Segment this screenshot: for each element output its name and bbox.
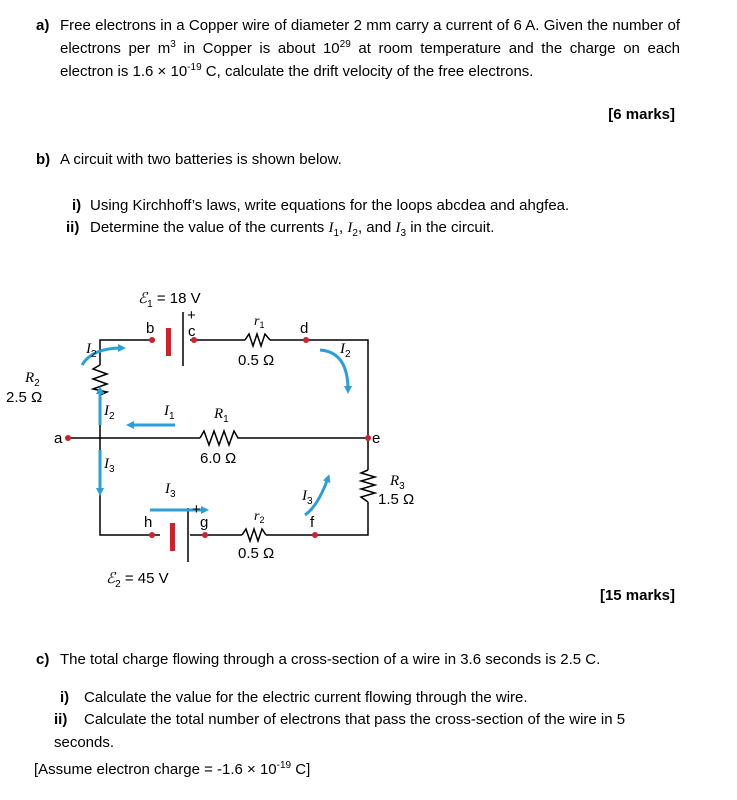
R1-label: $R_1$ bbox=[214, 406, 229, 425]
part-c-ii-text: Calculate the total number of electrons that pass the cross-section of the wire in 5 seconds. bbox=[54, 711, 626, 751]
part-c-note: [Assume electron charge = $-1.6 \times 10^{-19}$ C] bbox=[34, 760, 311, 778]
battery-e1-negative bbox=[166, 328, 171, 356]
part-b-marks: [15 marks] bbox=[599, 587, 675, 604]
emf1-label: ℰ$_1$ = 18 V bbox=[138, 290, 201, 310]
part-b-label: b) bbox=[36, 151, 51, 168]
I2-label-top-left: $I_2$ bbox=[86, 341, 97, 360]
I2-label-top-right: $I_2$ bbox=[340, 341, 351, 360]
R1-value: 6.0 Ω bbox=[200, 450, 237, 467]
part-a-marks: [6 marks] bbox=[608, 106, 675, 123]
r2-label: $r_2$ bbox=[254, 509, 265, 525]
node-dot-e bbox=[365, 435, 371, 441]
part-b-i-label: i) bbox=[72, 197, 82, 214]
part-c-question: The total charge flowing through a cross-section of a wire in 3.6 seconds is 2.5 C. bbox=[60, 651, 601, 668]
node-dot-d bbox=[303, 337, 309, 343]
r2-value: 0.5 Ω bbox=[238, 545, 275, 562]
circuit-diagram bbox=[0, 270, 470, 600]
I3-label-left: $I_3$ bbox=[104, 456, 115, 475]
r1-label: $r_1$ bbox=[254, 314, 265, 330]
node-dot-f bbox=[312, 532, 318, 538]
R2-value: 2.5 Ω bbox=[6, 389, 43, 406]
part-b-question: A circuit with two batteries is shown below. bbox=[60, 151, 342, 168]
node-f-label: f bbox=[310, 514, 315, 531]
resistor-R1 bbox=[200, 431, 242, 445]
battery-e2-negative bbox=[170, 523, 175, 551]
R3-value: 1.5 Ω bbox=[378, 491, 415, 508]
resistor-r2-internal bbox=[242, 529, 266, 541]
part-b-i-text: Using Kirchhoff’s laws, write equations for the loops abcdea and ahgfea. bbox=[90, 197, 570, 214]
emf2-label: ℰ$_2$ = 45 V bbox=[106, 570, 169, 590]
part-c-label: c) bbox=[36, 651, 50, 668]
node-a-label: a bbox=[54, 430, 63, 447]
node-g-label: g bbox=[200, 514, 209, 531]
part-c-i-label: i) bbox=[60, 689, 70, 706]
node-h-label: h bbox=[144, 514, 153, 531]
resistor-R3 bbox=[361, 470, 375, 502]
R3-label: $R_3$ bbox=[390, 473, 405, 492]
top-branch-wire bbox=[100, 340, 368, 438]
I3-label-bottom: $I_3$ bbox=[165, 481, 176, 500]
part-c-i-text: Calculate the value for the electric current flowing through the wire. bbox=[84, 689, 528, 706]
I3-label-right: $I_3$ bbox=[302, 488, 313, 507]
node-dot-b bbox=[149, 337, 155, 343]
R2-label: $R_2$ bbox=[25, 370, 40, 389]
node-dot-a bbox=[65, 435, 71, 441]
node-d-label: d bbox=[300, 320, 309, 337]
node-e-label: e bbox=[372, 430, 381, 447]
part-c-ii-label: ii) bbox=[54, 711, 68, 728]
emf2-plus: + bbox=[192, 501, 201, 518]
part-a-question: Free electrons in a Copper wire of diameter 2 mm carry a current of 6 A. Given the number of electrons per $m^3$ in Copper is about $10^{29}$ at room temperature and the charge on each electron is $1.6 \times 10^{-19}$ C, calculate the drift velocity of the free electrons. bbox=[60, 17, 681, 80]
node-b-label: b bbox=[146, 320, 155, 337]
node-c-label: c bbox=[188, 323, 196, 340]
emf1-plus: + bbox=[187, 307, 196, 324]
node-dot-g bbox=[202, 532, 208, 538]
resistor-r1-internal bbox=[245, 334, 270, 346]
I1-label: $I_1$ bbox=[164, 403, 175, 422]
part-b-ii-text: Determine the value of the currents $I_1$, $I_2$, and $I_3$ in the circuit. bbox=[90, 219, 495, 239]
part-a-label: a) bbox=[36, 17, 50, 34]
part-b-ii-label: ii) bbox=[66, 219, 80, 236]
r1-value: 0.5 Ω bbox=[238, 352, 275, 369]
I2-label-left: $I_2$ bbox=[104, 403, 115, 422]
node-dot-h bbox=[149, 532, 155, 538]
